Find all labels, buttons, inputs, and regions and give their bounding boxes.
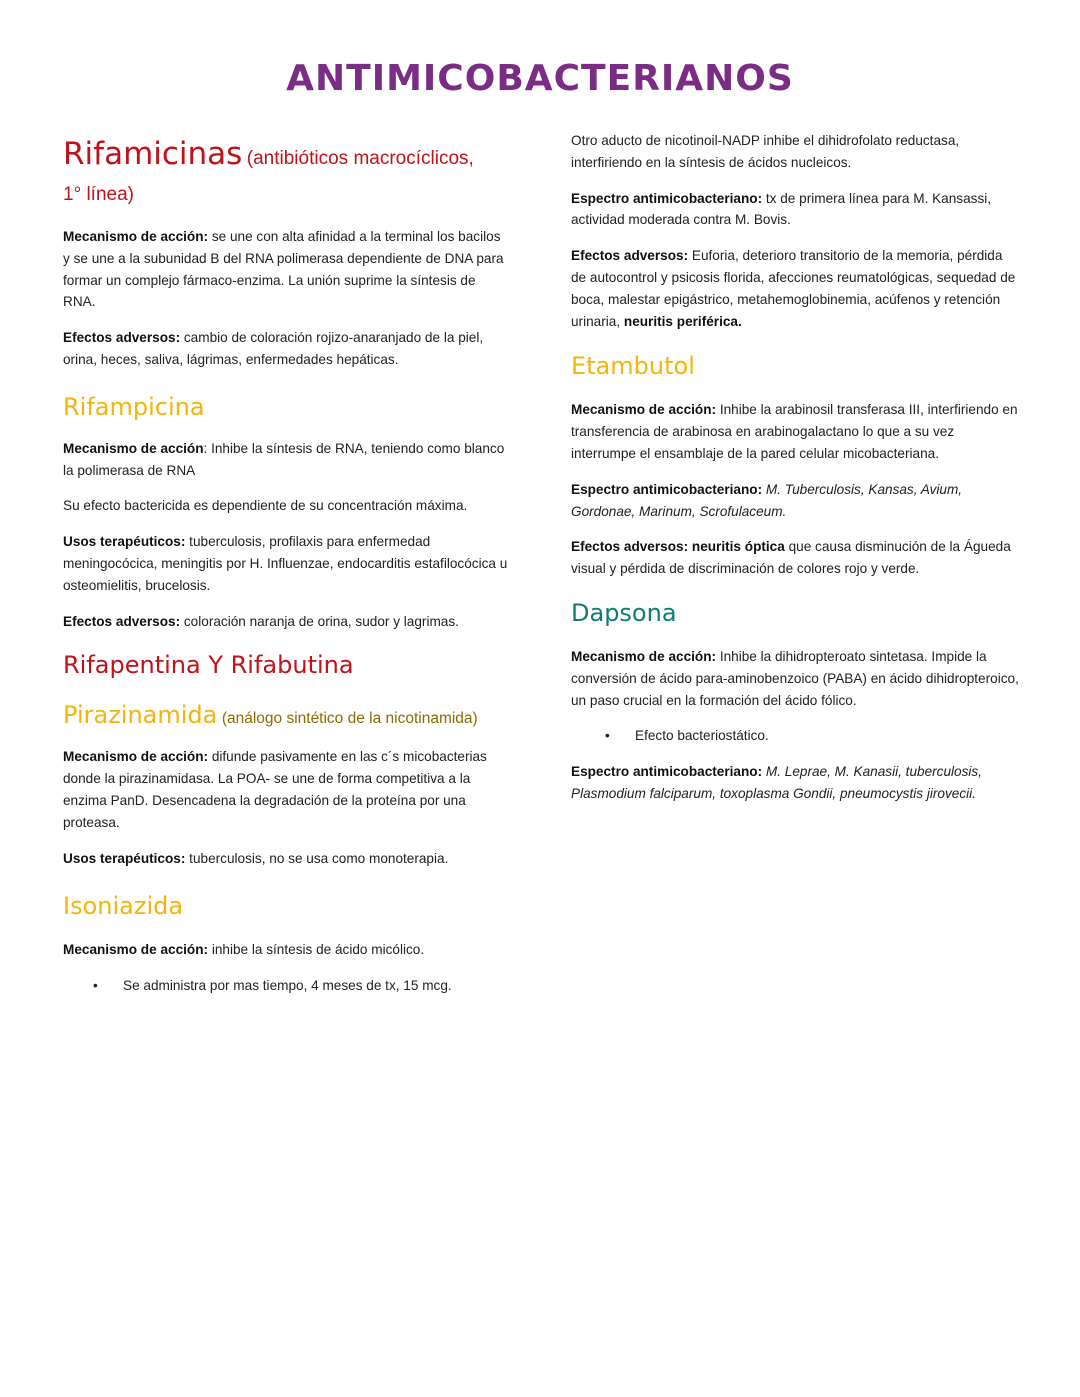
dapsona-espectro: Espectro antimicobacteriano: M. Leprae, M. Kanasii, tuberculosis, Plasmodium falciparum, toxoplasma Gondii, pneumocystis jirovecii. — [571, 764, 982, 801]
rifamicinas-subtitle-2: 1° línea) — [63, 184, 134, 205]
right-column — [571, 130, 1021, 805]
rifampicina-efectos: Efectos adversos: coloración naranja de orina, sudor y lagrimas. — [63, 613, 459, 629]
dapsona-bullet: • Efecto bacteriostático. — [571, 725, 1021, 747]
left-column — [63, 130, 508, 997]
isoniazida-efectos: Efectos adversos: Euforia, deterioro transitorio de la memoria, pérdida de autocontrol y psicosis florida, afecciones reumatológicas, sequedad de boca, malestar epigástrico, metahemoglobinemia, acúfenos y retención urinaria, neuritis periférica. — [571, 248, 1016, 329]
rifamicinas-title: Rifamicinas — [63, 136, 243, 172]
rifampicina-heading: Rifampicina — [63, 392, 205, 421]
etambutol-efectos: Efectos adversos: neuritis óptica que causa disminución de la Águeda visual y pérdida de discriminación de colores rojo y verde. — [571, 539, 1011, 577]
rifamicinas-efectos: Efectos adversos: cambio de coloración rojizo-anaranjado de la piel, orina, heces, saliva, lágrimas, enfermedades hepáticas. — [63, 330, 484, 367]
pirazinamida-heading — [63, 698, 508, 732]
pirazinamida-mecanismo: Mecanismo de acción: difunde pasivamente en las c´s micobacterias donde la pirazinamidasa. La POA- se une de forma competitiva a la enzima PanD. Desencadena la degradación de la proteína por una proteasa. — [63, 749, 487, 830]
rifampicina-efecto: Su efecto bactericida es dependiente de su concentración máxima. — [63, 498, 468, 514]
rifamicinas-heading — [63, 132, 508, 176]
pirazinamida-title: Pirazinamida — [63, 701, 218, 730]
etambutol-mecanismo: Mecanismo de acción: Inhibe la arabinosil transferasa III, interfiriendo en transferencia de arabinosa en arabinogalactano lo que a su vez interrumpe el ensamblaje de la pared celular micobacteriana. — [571, 402, 1018, 461]
dapsona-mecanismo: Mecanismo de acción: Inhibe la dihidropteroato sintetasa. Impide la conversión de ácido para-aminobenzoico (PABA) en ácido dihidropteroico, un paso crucial en la formación del ácido fólico. — [571, 648, 1019, 708]
etambutol-heading: Etambutol — [571, 352, 695, 381]
isoniazida-espectro: Espectro antimicobacteriano: tx de primera línea para M. Kansassi, actividad moderada contra M. Bovis. — [571, 190, 992, 228]
rifampicina-usos: Usos terapéuticos: tuberculosis, profilaxis para enfermedad meningocócica, meningitis por H. Influenzae, endocarditis estafilocócica u osteomielitis, brucelosis. — [63, 534, 508, 593]
pirazinamida-usos: Usos terapéuticos: tuberculosis, no se usa como monoterapia. — [63, 850, 449, 866]
isoniazida-bullet: • Se administra por mas tiempo, 4 meses de tx, 15 mcg. — [63, 975, 508, 997]
rifampicina-mecanismo: Mecanismo de acción: Inhibe la síntesis de RNA, teniendo como blanco la polimerasa de RNA — [63, 440, 505, 478]
rifapentina-heading: Rifapentina Y Rifabutina — [63, 651, 354, 680]
rifamicinas-mecanismo: Mecanismo de acción: se une con alta afinidad a la terminal los bacilos y se une a la subunidad B del RNA polimerasa dependiente de DNA para formar un complejo fármaco-enzima. La unión suprime la síntesis de RNA. — [63, 229, 504, 310]
bullet-dot-icon: • — [605, 728, 610, 744]
pirazinamida-subtitle: (análogo sintético de la nicotinamida) — [221, 710, 478, 728]
etambutol-espectro: Espectro antimicobacteriano: M. Tuberculosis, Kansas, Avium, Gordonae, Marinum, Scrofulaceum. — [571, 481, 963, 519]
isoniazida-mecanismo: Mecanismo de acción: inhibe la síntesis de ácido micólico. — [63, 942, 425, 958]
bullet-dot-icon: • — [93, 978, 98, 994]
isoniazida-intro: Otro aducto de nicotinoil-NADP inhibe el dihidrofolato reductasa, interfiriendo en la síntesis de ácidos nucleicos. — [571, 133, 960, 170]
rifamicinas-subtitle: (antibióticos macrocíclicos, — [246, 148, 474, 169]
page-title: ANTIMICOBACTERIANOS — [286, 58, 794, 99]
isoniazida-heading: Isoniazida — [63, 892, 184, 921]
dapsona-heading: Dapsona — [571, 598, 677, 627]
